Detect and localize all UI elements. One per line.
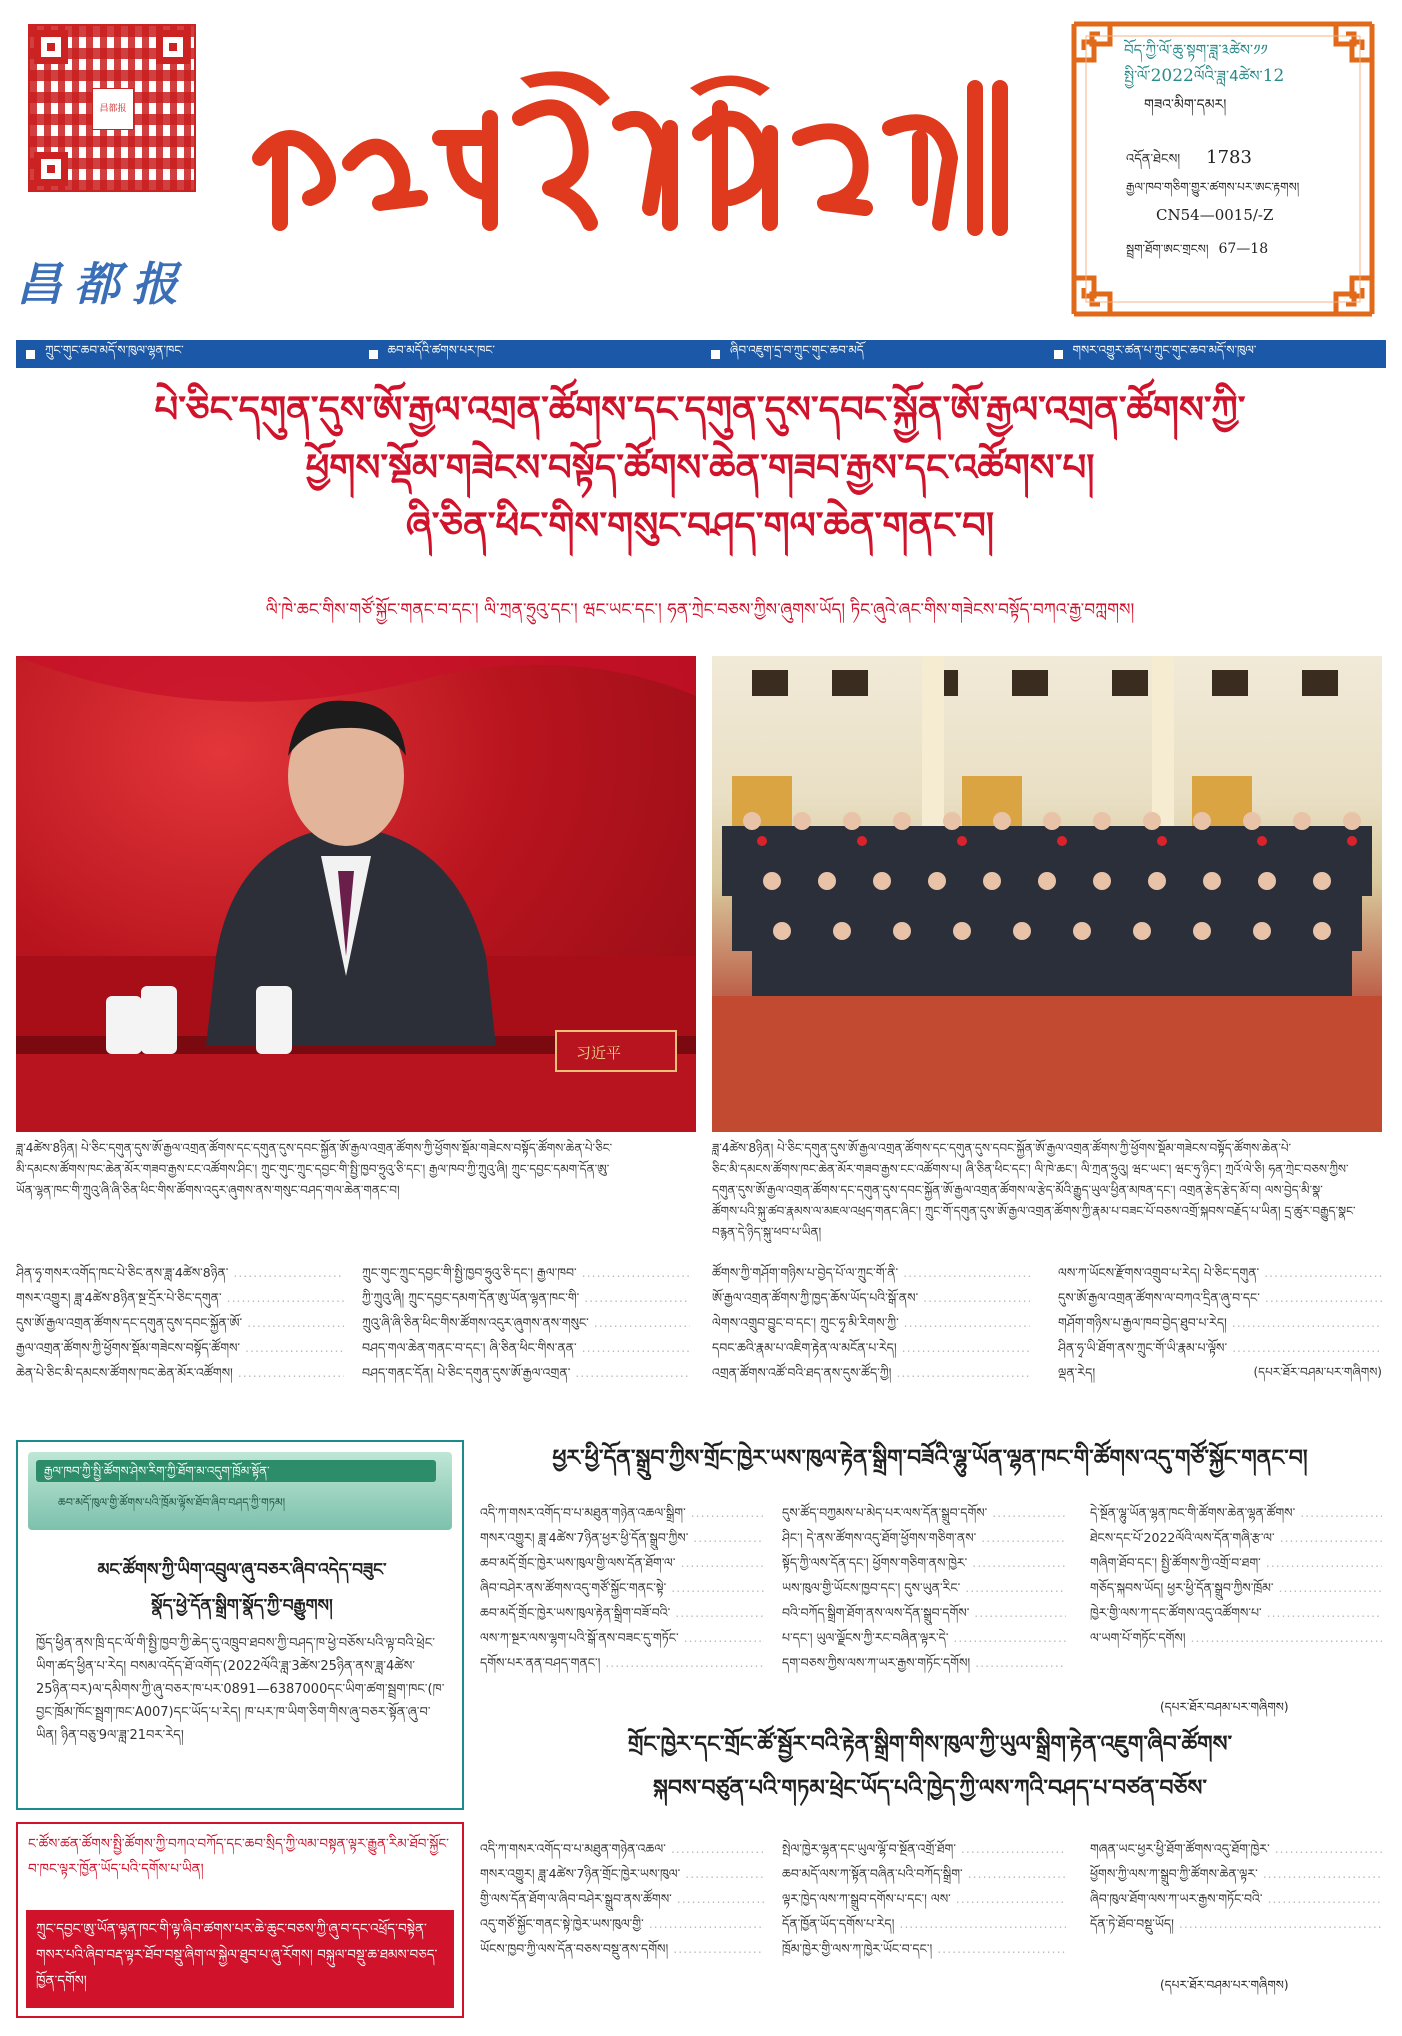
date-gregorian: སྤྱི་ལོ་2022ལོའི་ཟླ་4ཚེས་12: [1124, 66, 1285, 86]
notice-title: སྣོད་ཕྱེ་དོན་སྒྲིག་སྣོད་ཀྱི་བརྒྱུགས།: [151, 1596, 333, 1616]
qr-finder: [156, 30, 190, 64]
nav-item[interactable]: ཀྲུང་གུང་ཆབ་མདོ་ས་ཁུལ་ལྷན་ཁང་: [16, 337, 359, 371]
issue-number: འདོན་ཐེངས། 1783: [1126, 147, 1252, 168]
headline-line: ཕྱོགས་སྡོམ་གཟེངས་བསྟོད་ཚོགས་ཆེན་གཟབ་རྒྱས་དང་འཚོགས་པ།: [305, 445, 1095, 489]
qr-finder: [34, 30, 68, 64]
lead-headline: [60, 380, 1340, 554]
byline: (དཔར་ཐོར་བཤམ་པར་གཞིགས): [1253, 1365, 1382, 1379]
publisher-line: རྒྱལ་ཁབ་གཅིག་གྱུར་ཚགས་པར་ཨང་རྟགས།: [1126, 180, 1300, 194]
masthead-logo: [250, 48, 1020, 248]
main-article-col-3: ཚོགས་ཀྱི་གཤོག་གཉིས་པ་བྱེད་པོ་ལ་ཀྲུང་གོ་ནི་ ..... ཨོ་རྒྱལ་འགྲན་ཚོགས་ཀྱི་ཁྱད་ཆོས་ཡོད་པའི་སྒོ་ནས་ ..... ལེགས་འགྲུབ་བྱུང་བ་དང་། ཀྲུང་ཧྭ་མི་རིགས་ཀྱི་ ..... དབང་ཆའི་རྣམ་པ་འཇིག་རྟེན་ལ་མངོན་པ་རེད། ..... འགྲན་ཚོགས་འཚོ་བའི་ཐད་ནས་དུས་ཚོད་ཀྱི། .....: [712, 1260, 1030, 1385]
article-2-col-3: དེ་སྔོན་ལྷུ་ཡོན་ལྷན་ཁང་གི་ཚོགས་ཆེན་ལྷན་ཚོགས་ ..... ཐེངས་དང་པོ་2022ལོའི་ལས་དོན་གཞི་རྩ་ལ་ ..... གཞིག་ཐོབ་དང་། སྤྱི་ཚོགས་ཀྱི་འགྲོ་བ་ཐག་ ..... གཅོད་སྐབས་ཡོད། ཕྱར་ཕྱི་དོན་སྒྲུབ་ཀྱིས་ཁྲོམ་ ..... ཁྱེར་གྱི་ལས་ཀ་དང་ཚོགས་འདུ་འཚོགས་པ་ ..... ལ་ཡག་པོ་གཏོང་དགོས། .....: [1090, 1500, 1382, 1650]
top-nav-bar: [16, 340, 1386, 368]
notice-box: [16, 1440, 464, 1810]
red-notice-inner: ཀྲུང་དབྱང་ཨུ་ཡོན་ལྷན་ཁང་གི་ལྟ་ཞིབ་ཚགས་པར་ཆེ་ཆུང་བཅས་ཀྱི་ཞུ་བ་དང་འཕྲོད་བསྟེན་གསར་པའི་ཞིབ་བརྡ་ལྟར་ཐོབ་བསྡུ་ཞིག་ལ་སྐྱེལ་ཐུབ་པ་ཞུ་རོགས། བསྐུལ་བསྡུ་ཆ་ཐམས་བཅད་ཁྱོན་དགོས།: [26, 1910, 454, 2008]
nav-item[interactable]: གསར་འགྱུར་ཚན་པ་ཀྲུང་གུང་ཆབ་མདོ་ས་ཁུལ་: [1044, 337, 1387, 371]
article-3-col-3: གཞན་ཡང་ཕྱར་ཕྱི་ཐོག་ཚོགས་འདུ་ཐོག་ཁྱེར་ ..... ཕྱོགས་ཀྱི་ལས་ཀ་སྒྲུབ་ཀྱི་ཚོགས་ཆེན་ལྟར་ ..... ཞིབ་ཁུལ་ཐོག་ལས་ཀ་ཡར་རྒྱས་གཏོང་བའི་ ..... དོན་ཏེ་ཐོབ་བསྡུ་ཡོད། .....: [1090, 1836, 1382, 1936]
issue-info-box: [1064, 14, 1382, 324]
photo-caption-right: ཟླ་4ཚེས་8ཉིན། པེ་ཅིང་དགུན་དུས་ཨོ་རྒྱལ་འགྲན་ཚོགས་དང་དགུན་དུས་དབང་སྐྱོན་ཨོ་རྒྱལ་འགྲན་ཚོགས་ཀྱི་ཕྱོགས་སྡོམ་གཟེངས་བསྟོད་ཚོགས་ཆེན་པེ་ ཅིང་མི་དམངས་ཚོགས་ཁང་ཆེན་མོར་གཟབ་རྒྱས་ངང་འཚོགས་པ། ཞི་ཅིན་ཕིང་དང་། ལི་ཁེ་ཆང་། ལི་ཀྲན་ཧྲུའུ། ཝང་ཡང་། ཝང་ཧུ་ཉིང་། ཀྲའོ་ལེ་ཅི། ཧན་ཀྲེང་བཅས་ཀྱིས་ དགུན་དུས་ཨོ་རྒྱལ་འགྲན་ཚོགས་དང་དགུན་དུས་དབང་སྐྱོན་ཨོ་རྒྱལ་འགྲན་ཚོགས་ལ་རྩེད་མོའི་རྒྱུད་ཡུལ་ཕྱིན་མཁན་དང་། འགྲན་རྩེད་རྩེད་མོ་བ། ལས་བྱེད་མི་སྣ་ ཚོགས་པའི་སྐུ་ཚབ་རྣམས་ལ་མཇལ་འཕྲད་གནང་ཞིང་། ཀྲུང་གོ་དགུན་དུས་ཨོ་རྒྱལ་འགྲན་ཚོགས་ཀྱི་རྣམ་པ་བཟང་པོ་བཅས་འགྲོ་སྐབས་བརྗོད་པ་ཡིན། དྲ་ཚུར་བརྒྱུད་སྣང་ བརྙན་དེ་ཉིད་སྐུ་ཕབ་པ་ཡིན།: [712, 1141, 1356, 1239]
headline-line: པེ་ཅིང་དགུན་དུས་ཨོ་རྒྱལ་འགྲན་ཚོགས་དང་དགུན་དུས་དབང་སྐྱོན་ཨོ་རྒྱལ་འགྲན་ཚོགས་ཀྱི་: [154, 387, 1246, 431]
square-icon: [1054, 350, 1063, 359]
main-article-col-2: ཀྲུང་གུང་ཀྲུང་དབྱང་གི་སྤྱི་ཁྱབ་ཧྲུའུ་ཅི་དང་། རྒྱལ་ཁབ་ ..... ཀྱི་ཀྲུའུ་ཞི། ཀྲུང་དབྱང་དམག་དོན་ཨུ་ཡོན་ལྷན་ཁང་གི་ ..... ཀྲུའུ་ཞི་ཞི་ཅིན་ཕིང་གིས་ཚོགས་འདུར་ཞུགས་ནས་གསུང་ ..... བཤད་གལ་ཆེན་གནང་བ་དང་། ཞི་ཅིན་ཕིང་གིས་ནན་ ..... བཤད་གནང་དོན། པེ་ཅིང་དགུན་དུས་ཨོ་རྒྱལ་འགྲན་ .....: [362, 1260, 690, 1385]
cn-code: CN54—0015/-Z: [1156, 206, 1274, 224]
postal-code: སྦྲག་ཐོག་ཨང་གྲངས། 67—18: [1126, 241, 1269, 257]
photo-caption-left: ཟླ་4ཚེས་8ཉིན། པེ་ཅིང་དགུན་དུས་ཨོ་རྒྱལ་འགྲན་ཚོགས་དང་དགུན་དུས་དབང་སྐྱོན་ཨོ་རྒྱལ་འགྲན་ཚོགས་ཀྱི་ཕྱོགས་སྡོམ་གཟེངས་བསྟོད་ཚོགས་ཆེན་པེ་ཅིང་ མི་དམངས་ཚོགས་ཁང་ཆེན་མོར་གཟབ་རྒྱས་ངང་འཚོགས་ཤིང་། ཀྲུང་གུང་ཀྲུང་དབྱང་གི་སྤྱི་ཁྱབ་ཧྲུའུ་ཅི་དང་། རྒྱལ་ཁབ་ཀྱི་ཀྲུའུ་ཞི། ཀྲུང་དབྱང་དམག་དོན་ཨུ་ ཡོན་ལྷན་ཁང་གི་ཀྲུའུ་ཞི་ཞི་ཅིན་ཕིང་གིས་ཚོགས་འདུར་ཞུགས་ནས་གསུང་བཤད་གལ་ཆེན་གནང་བ།: [16, 1141, 613, 1197]
qr-logo: 昌都报: [92, 88, 134, 130]
article-3-col-1: འདི་ཀ་གསར་འགོད་བ་པ་མཐུན་གཉེན་འཆལ་ ..... གསར་འགྱུར། ཟླ་4ཚེས་7ཉིན་གྲོང་ཁྱེར་ཡས་ཁུལ་ ..... གྱི་ལས་དོན་ཐོག་ལ་ཞིབ་བཤེར་སྒྲུབ་ནས་ཚོགས་ ..... འདུ་གཙོ་སྐྱོང་གནང་སྟེ་ཁྱེར་ཡས་ཁུལ་གྱི་ ..... ཡོངས་ཁྱབ་ཀྱི་ལས་དོན་བཅས་བསྡུ་ནས་དགོས། .....: [480, 1836, 764, 1961]
notice-title: མང་ཚོགས་ཀྱི་ཡིག་འབྲུལ་ཞུ་བཅར་ཞིབ་འདེད་བཟུང་: [97, 1560, 387, 1580]
article-2-col-2: དུས་ཚོད་བཀྱམས་པ་མེད་པར་ལས་དོན་སྒྲུབ་དགོས་ ..... ཤིང་། དེ་ནས་ཚོགས་འདུ་ཐོག་ཕྱོགས་གཅིག་ནས་ ..... སྟོད་ཀྱི་ལས་དོན་དང་། ཕྱོགས་གཅིག་ནས་ཁྱེར་ ..... ཡས་ཁུལ་གྱི་ཡོངས་ཁྱབ་དང་། དུས་ཡུན་རིང་ ..... བའི་བཀོད་སྒྲིག་ཐོག་ནས་ལས་དོན་སྒྲུབ་དགོས་ ..... པ་དང་། ཡུལ་ལྗོངས་ཀྱི་རང་བཞིན་ལྟར་དེ་ ..... དག་བཅས་ཀྱིས་ལས་ཀ་ཡར་རྒྱས་གཏོང་དགོས། .....: [782, 1500, 1066, 1675]
square-icon: [369, 350, 378, 359]
qr-finder: [34, 152, 68, 186]
article-3-headline: གྲོང་ཁྱེར་དང་གྲོང་ཚོ་སྦྱོར་བའི་རྟེན་སྒྲིག་གིས་ཁུལ་ཀྱི་ཡུལ་སྒྲིག་རྟེན་འཇུག་ཞིབ་ཚོགས་ སྐབས་བཙུན་པའི་གཏམ་ཕྲེང་ཡོད་པའི་ཁྱེད་ཀྱི་ལས་ཀའི་བཤད་པ་བཙན་བཅོས་: [627, 1731, 1233, 1801]
byline: (དཔར་ཐོར་བཤམ་པར་གཞིགས): [1160, 1700, 1289, 1714]
notice-banner-title: རྒྱལ་ཁབ་ཀྱི་སྤྱི་ཚོགས་ཤེས་རིག་ཀྱི་ཐོག་མ་འདུག་ཁྲོམ་སྟོན་: [36, 1460, 436, 1482]
lead-subheadline: ལི་ཁེ་ཆང་གིས་གཙོ་སྐྱོང་གནང་བ་དང་། ལི་ཀྲན་ཧྲུའུ་དང་། ཝང་ཡང་དང་། ཧན་ཀྲེང་བཅས་ཀྱིས་ཞུགས་ཡོད། ཏིང་ཞུའེ་ཞང་གིས་གཟེངས་བསྟོད་བཀའ་རྒྱ་བཀླགས།: [265, 600, 1135, 620]
weekday: གཟའ་མིག་དམར།: [1144, 97, 1227, 113]
red-notice-text: ང་ཚོས་ཚན་ཚོགས་སྤྱི་ཚོགས་ཀྱི་བཀའ་བཀོད་དང་ཆབ་སྲིད་ཀྱི་ལམ་བསྟན་ལྟར་རྒྱུན་རིམ་ཐོབ་སྐྱོང་བ་ཁང་ལྟར་ཁྱོན་ཡོད་པའི་དགོས་པ་ཡིན།: [28, 1836, 449, 1877]
article-2-headline: ཕྱར་ཕྱི་དོན་སྒྲུབ་ཀྱིས་གྲོང་ཁྱེར་ཡས་ཁུལ་རྟེན་སྒྲིག་བཟོའི་ལྷུ་ཡོན་ལྷན་ཁང་གི་ཚོགས་འདུ་གཙོ་སྐྱོང་གནང་བ།: [552, 1445, 1308, 1471]
headline-line: ཞི་ཅིན་ཕིང་གིས་གསུང་བཤད་གལ་ཆེན་གནང་བ།: [405, 503, 995, 547]
main-article-col-4: ལས་ཀ་ཡོངས་རྫོགས་འགྲུབ་པ་རེད། པེ་ཅིང་དགུན་ ..... དུས་ཨོ་རྒྱལ་འགྲན་ཚོགས་ལ་བཀའ་དྲིན་ཞུ་བ་དང་ ..... གཤོག་གཉིས་པ་རྒྱལ་ཁབ་བྱེད་ཐུབ་པ་རེད། ..... ཤིན་ཧྭ་ཡི་ཐོག་ནས་ཀྲུང་གོ་ཡི་རྣམ་པ་ལྟོས་ ..... ལྡན་རེད། (དཔར་ཐོར་བཤམ་པར་གཞིགས): [1058, 1260, 1382, 1385]
qr-code: [28, 24, 196, 192]
nav-item[interactable]: ཆབ་མདོའི་ཚགས་པར་ཁང་: [359, 337, 702, 371]
nameplate: 习近平: [576, 1044, 622, 1062]
square-icon: [26, 350, 35, 359]
nav-item[interactable]: ཞིབ་འཇུག་དྲ་བ་ཀྲུང་གུང་ཆབ་མདོ: [701, 337, 1044, 371]
article-3-col-2: སྤེལ་ཁྱེར་ལྷན་དང་ཡུལ་ལྷོ་བ་སྔོན་འགྲོ་ཐོག་ ..... ཆབ་མདོ་ལས་ཀ་སྟོན་བཞིན་པའི་བཀོད་སྒྲིག་ ..... ལྟར་ཁྱེད་ལས་ཀ་སྒྲུབ་དགོས་པ་དང་། ལས་ ..... དོན་ཁྱོན་ཡོད་དགོས་པ་རེད། ..... ཁྲོམ་ཁྱེར་གྱི་ལས་ཀ་ཁྱེར་ཡོང་བ་དང་། .....: [782, 1836, 1066, 1961]
date-tibetan: བོད་ཀྱི་ལོ་ཆུ་སྟག་ཟླ་༣ཚེས་༡༡: [1124, 41, 1268, 59]
article-2-col-1: འདི་ཀ་གསར་འགོད་བ་པ་མཐུན་གཉེན་འཆལ་སྒྲིག་ ..... གསར་འགྱུར། ཟླ་4ཚེས་7ཉིན་ཕྱར་ཕྱི་དོན་སྒྲུབ་ཀྱིས་ ..... ཆབ་མདོ་གྲོང་ཁྱེར་ཡས་ཁུལ་གྱི་ལས་དོན་ཐོག་ལ་ ..... ཞིབ་བཤེར་ནས་ཚོགས་འདུ་གཙོ་སྐྱོང་གནང་སྟེ་ ..... ཆབ་མདོ་གྲོང་ཁྱེར་ཡས་ཁུལ་རྟེན་སྒྲིག་བཟོ་བའི་ ..... ལས་ཀ་སྔར་ལས་ལྷག་པའི་སྒོ་ནས་བཟང་དུ་གཏོང་ ..... དགོས་པར་ནན་བཤད་གནང་། .....: [480, 1500, 764, 1675]
red-notice-box: [16, 1822, 464, 2018]
notice-banner: [28, 1452, 452, 1530]
byline: (དཔར་ཐོར་བཤམ་པར་གཞིགས): [1160, 1978, 1289, 1992]
square-icon: [711, 350, 720, 359]
main-article-col-1: ཤིན་ཧྭ་གསར་འགོད་ཁང་པེ་ཅིང་ནས་ཟླ་4ཚེས་8ཉིན་ ..... གསར་འགྱུར། ཟླ་4ཚེས་8ཉིན་སྔ་དྲོར་པེ་ཅིང་དགུན་ ..... དུས་ཨོ་རྒྱལ་འགྲན་ཚོགས་དང་དགུན་དུས་དབང་སྐྱོན་ཨོ་ ..... རྒྱལ་འགྲན་ཚོགས་ཀྱི་ཕྱོགས་སྡོམ་གཟེངས་བསྟོད་ཚོགས་ ..... ཆེན་པེ་ཅིང་མི་དམངས་ཚོགས་ཁང་ཆེན་མོར་འཚོགས། .....: [16, 1260, 344, 1385]
photo-speaker: [16, 656, 696, 1132]
photo-group: [712, 656, 1382, 1132]
chinese-masthead: 昌都报: [16, 257, 190, 311]
notice-banner-subtitle: ཆབ་མདོ་ཁུལ་གྱི་ཚོགས་པའི་ཁྲོམ་ལྟོས་ཐོབ་ཞིབ་བཤད་ཀྱི་གཏམ།: [58, 1496, 286, 1509]
group-photo-illustration: [712, 656, 1382, 1132]
notice-body: ཁྱོད་ཕྱིན་ནས་ཁྲི་དང་ལོ་གི་སྤྱི་ཁྱབ་ཀྱི་ཆེད་དུ་འཁྲུབ་ཐབས་ཀྱི་བཤད་ཁ་ཕྱེ་བཅོས་པའི་ལྟ་བའི་ཕྲེང་ཡིག་ཚད་ཕྱིན་པ་རེད། བསམ་འདོད་ཐོ་འགོད་(2022ལོའི་ཟླ་3ཚེས་25ཉིན་ནས་ཟླ་4ཚེས་25ཉིན་བར)ལ་དམིགས་ཀྱི་ཞུ་བཅར་ཁ་པར་0891—6387000དང་ཡིག་ཚག་སྦྲག་ཁང་(ཁ་བྱང་ཁྲོམ་ཁོང་སྦྲག་ཁང་A007)དང་ཡོད་པ་རེད། ཁ་པར་ཁ་ཡིག་ཅིག་གིས་ཞུ་བཅར་སྟོན་ཞུ་བ་ཡིན། ཉིན་བཅུ་9ལ་ཟླ་21བར་རེད།: [36, 1636, 445, 1743]
